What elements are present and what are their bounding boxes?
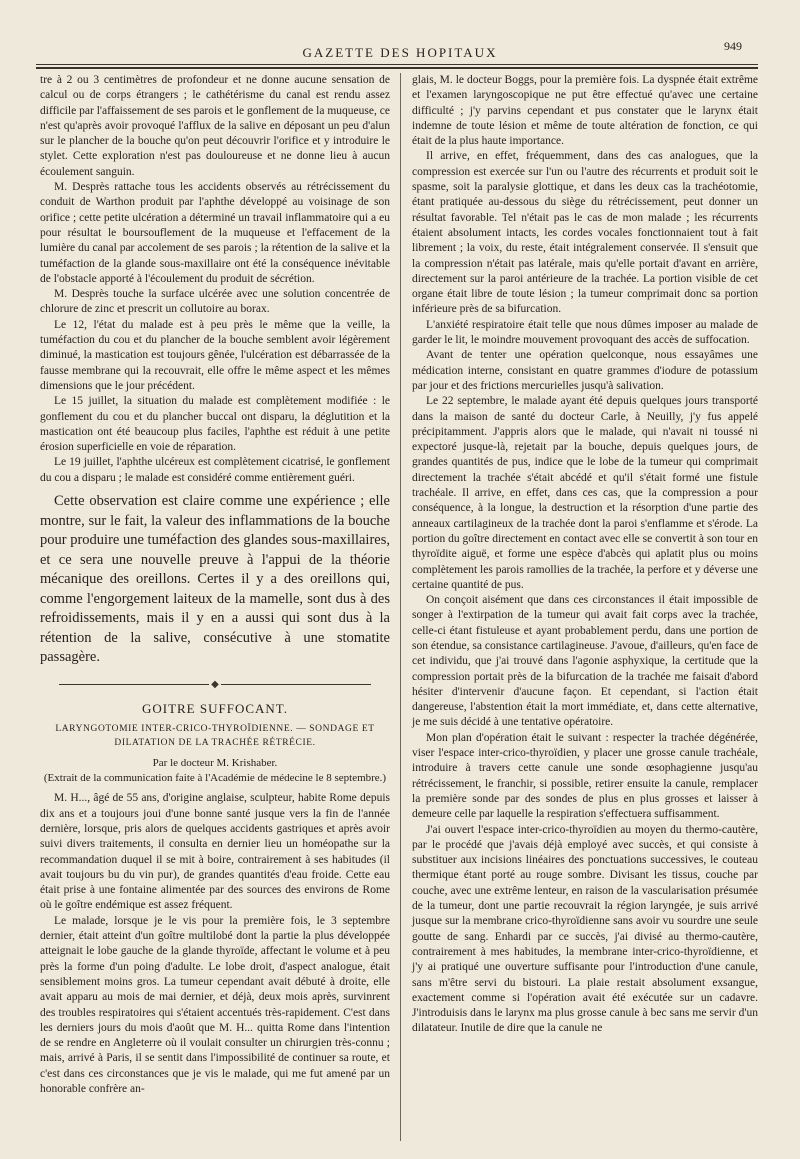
left-column: [40, 73, 390, 1097]
author-line: Par le docteur M. Krishaber.: [152, 757, 278, 770]
running-head: [0, 39, 800, 65]
paragraph: J'ai ouvert l'espace inter-crico-thyroïdien au moyen du thermo-cautère, par le procédé que j'avais déjà employé avec succès, et qui consiste à substituer aux incisions linéaires des ponctuations successives, le couteau thermique étant porté au rouge sombre. Divisant les tissus, couche par couche, avec une extrême lenteur, en raison de la vascularisation présumée de la tumeur, dont une partie recouvrait la région laryngée, je suis arrivé jusque sur la membrane crico-thyroïdienne sans avoir vu sourdre une seule goutte de sang. Enhardi par ce succès, j'ai divisé au thermo-cautère, contrairement à mes habitudes, la membrane inter-crico-thyroïdienne, et j'y ai pratiqué une ouverture suffisante pour l'introduction d'une canule, sans m'être servi du bistouri. La plaie restait absolument exsangue, exactement comme si l'opération avait été exécutée sur un cadavre. J'introduisis dans le larynx ma plus grosse canule à bec sans me servir d'un dilatateur. Inutile de dire que la canule ne: [412, 823, 758, 1035]
header-rule-thick: [36, 67, 758, 69]
running-title: GAZETTE DES HOPITAUX: [302, 45, 498, 60]
paragraph: Le 12, l'état du malade est à peu près le même que la veille, la tuméfaction du cou et du plancher de la bouche semblent avoir légèrement diminué, la mastication est toujours gênée, l'ulcération est débarrassée de la fausse membrane qui la recouvrait, elle offre le même aspect et les mêmes dimensions que le jour précédent.: [40, 318, 390, 392]
section-subtitle: LARYNGOTOMIE INTER-CRICO-THYROÏDIENNE. — SONDAGE ET DILATATION DE LA TRACHÉE RÉTRÉCIE.: [55, 724, 375, 749]
section-separator: ◆: [40, 677, 390, 692]
paragraph: glais, M. le docteur Boggs, pour la première fois. La dyspnée était extrême et l'examen laryngoscopique ne put être effectué qu'avec une certaine difficulté ; j'y parvins cependant et pus constater que le larynx était indemne de toute lésion et même de toute altération de fonction, ce qui était de la plus haute importance.: [412, 74, 758, 148]
column-divider: [400, 73, 401, 1141]
section-title: GOITRE SUFFOCANT.: [141, 700, 289, 716]
right-column: [412, 73, 758, 1037]
paragraph: Avant de tenter une opération quelconque, nous essayâmes une médication interne, consistant en quatre grammes d'iodure de potassium par jour et des frictions mercurielles jusqu'à salivation.: [412, 349, 758, 392]
paragraph: Le 22 septembre, le malade ayant été depuis quelques jours transporté dans la maison de santé du docteur Carle, à Neuilly, j'y fus appelé précipitamment. J'appris alors que le malade, qui n'avait ni toussé ni expectoré jusque-là, rejetait par la bouche, depuis quelques jours, de grandes quantités de pus, indice que le lobe de la tumeur qui comprimait directement la trachée s'était abcédé et qu'il s'était formé une fistule trachéale. Il arrive, en effet, dans ces cas, que la compression a pour conséquence, à la longue, la destruction et la résorption d'une partie des anneaux cartilagineux de la trachée dont la paroi s'enflamme et s'érode. La portion du goître directement en contact avec elle se convertit à son tour en thyroïdite aiguë, et forme une espèce d'abcès qui aplatit plus ou moins complètement les parois ramollies de la trachée, la perfore et y déverse une certaine quantité de pus.: [412, 395, 758, 591]
conclusion-paragraph: Cette observation est claire comme une expérience ; elle montre, sur le fait, la valeur des inflammations de la bouche pour produire une tuméfaction des glandes sous-maxillaires, et ce sera une nouvelle preuve à l'appui de la théorie mécanique des oreillons. Certes il y a des oreillons qui, comme l'engorgement laiteux de la mamelle, sont dus à des refroidissements, mais il y en a aussi qui sont dus à la rétention de la salive, consécutive à une stomatite passagère.: [40, 493, 390, 666]
paragraph: M. H..., âgé de 55 ans, d'origine anglaise, sculpteur, habite Rome depuis dix ans et a toujours joui d'une bonne santé jusque vers la fin de l'année dernière, lorsque, pris alors de quelques accidents gastriques et après avoir suivi divers traitements, il consulta en dernier lieu un homéopathe sur la recommandation duquel il se mit à boire, contrairement à ses habitudes (il avait toujours bu du vin pur), de grandes quantités d'eau froide. Cette eau était prise à une fontaine alimentée par des sources des environs de Rome où le goître endémique est assez fréquent.: [40, 792, 390, 912]
paragraph: Le 15 juillet, la situation du malade est complètement modifiée : le gonflement du cou et du plancher buccal ont disparu, la déglutition et la mastication ont été beaucoup plus faciles, l'aphthe est réduit à une petite érosion superficielle en voie de réparation.: [40, 395, 390, 454]
paragraph: M. Desprès rattache tous les accidents observés au rétrécissement du conduit de Warthon produit par l'aphthe développé au voisinage de son orifice ; cette petite ulcération a déterminé un travail inflammatoire qui a eu pour résultat le boursouflement de la muqueuse et l'effacement de la lumière du canal par accolement de ses parois ; la rétention de la salive et la tuméfaction de la glande sous-maxillaire ont été la conséquence inévitable de l'obstacle apporté à l'écoulement du produit de sécrétion.: [40, 181, 390, 285]
paragraph: Le malade, lorsque je le vis pour la première fois, le 3 septembre dernier, était atteint d'un goître multilobé dont la partie la plus développée atteignait le lobe gauche de la glande thyroïde, affectant le volume et à peu près la forme d'un poing d'adulte. Le lobe droit, d'aspect analogue, était sensiblement moins gros. La tumeur cependant avait débuté à droite, elle avait apparu au mois de mai dernier, et déjà, deux mois après, survinrent des troubles respiratoires qui s'étaient accentués très-rapidement. C'est dans les derniers jours du mois d'août que M. H... quitta Rome dans l'intention de se rendre en Angleterre où il voulait consulter un chirurgien très-connu ; mais, arrivé à Paris, il se sentit dans l'impossibilité de continuer sa route, et c'est dans ces circonstances que je vis le malade, qui me fut amené par un honorable confrère an-: [40, 914, 390, 1096]
paragraph: tre à 2 ou 3 centimètres de profondeur et ne donne aucune sensation de calcul ou de corps étrangers ; le cathétérisme du canal est rendu assez difficile par l'affaissement de ses parois et le gonflement de la muqueuse, ce n'est qu'après avoir provoqué l'afflux de la salive en déposant un peu d'alun sur le plancher de la bouche qu'on peut découvrir l'orifice et y introduire le stylet. Cette exploration n'est pas douloureuse et ne donne lieu à aucun écoulement sanguin.: [40, 74, 390, 178]
extract-note: (Extrait de la communication faite à l'Académie de médecine le 8 septembre.): [43, 772, 387, 785]
paragraph: Il arrive, en effet, fréquemment, dans des cas analogues, que la compression est exercée sur l'un ou l'autre des récurrents et produit soit le spasme, soit la paralysie glottique, et dans les deux cas la trachéotomie, étant pratiquée au-dessous du siège du rétrécissement, peut donner un résultat favorable. Tel n'était pas le cas de mon malade ; les récurrents étaient absolument intacts, les cordes vocales fonctionnaient tout à fait librement ; la voix, du reste, était intégralement conservée. Il s'ensuit que la compression n'était pas latérale, mais qu'elle portait d'avant en arrière, directement sur la paroi antérieure de la trachée. La portion visible de cet organe était libre de toute lésion ; la tumeur comprimait donc sa portion inférieure près de sa bifurcation.: [412, 150, 758, 316]
paragraph: Mon plan d'opération était le suivant : respecter la trachée dégénérée, viser l'espace inter-crico-thyroïdien, y placer une grosse canule trachéale, introduire à travers cette canule une sonde œsophagienne jusqu'au rétrécissement, le franchir, si possible, retirer ensuite la canule, remplacer la première sonde par des sondes de plus en plus grosses et laisser à demeure celle par laquelle la respiration s'effectuera suffisamment.: [412, 731, 758, 821]
header-rule-thin: [36, 64, 758, 65]
page-number: 949: [724, 39, 742, 53]
paragraph: On conçoit aisément que dans ces circonstances il était impossible de songer à l'extirpation de la tumeur qui avait fait corps avec la trachée, celle-ci étant fistuleuse et ayant probablement perdu, dans une portion de son étendue, sa consistance cartilagineuse. J'avoue, d'ailleurs, qu'en face de cet individu, que j'ai trouvé dans l'agonie asphyxique, la certitude que la compression portait près de la bifurcation de la trachée me faisait d'abord hésiter d'intervenir d'aucune façon. Et cependant, si l'action était dangereuse, l'abstention était la mort immédiate, et, dans cette alternative, je me suis décidé à une tentative opératoire.: [412, 594, 758, 729]
paragraph: M. Desprès touche la surface ulcérée avec une solution concentrée de chlorure de zinc et prescrit un collutoire au borax.: [40, 288, 390, 316]
paragraph: L'anxiété respiratoire était telle que nous dûmes imposer au malade de garder le lit, le moindre mouvement provoquant des accès de suffocation.: [412, 318, 758, 347]
paragraph: Le 19 juillet, l'aphthe ulcéreux est complètement cicatrisé, le gonflement du cou a disparu ; le malade est considéré comme entièrement guéri.: [40, 456, 390, 484]
